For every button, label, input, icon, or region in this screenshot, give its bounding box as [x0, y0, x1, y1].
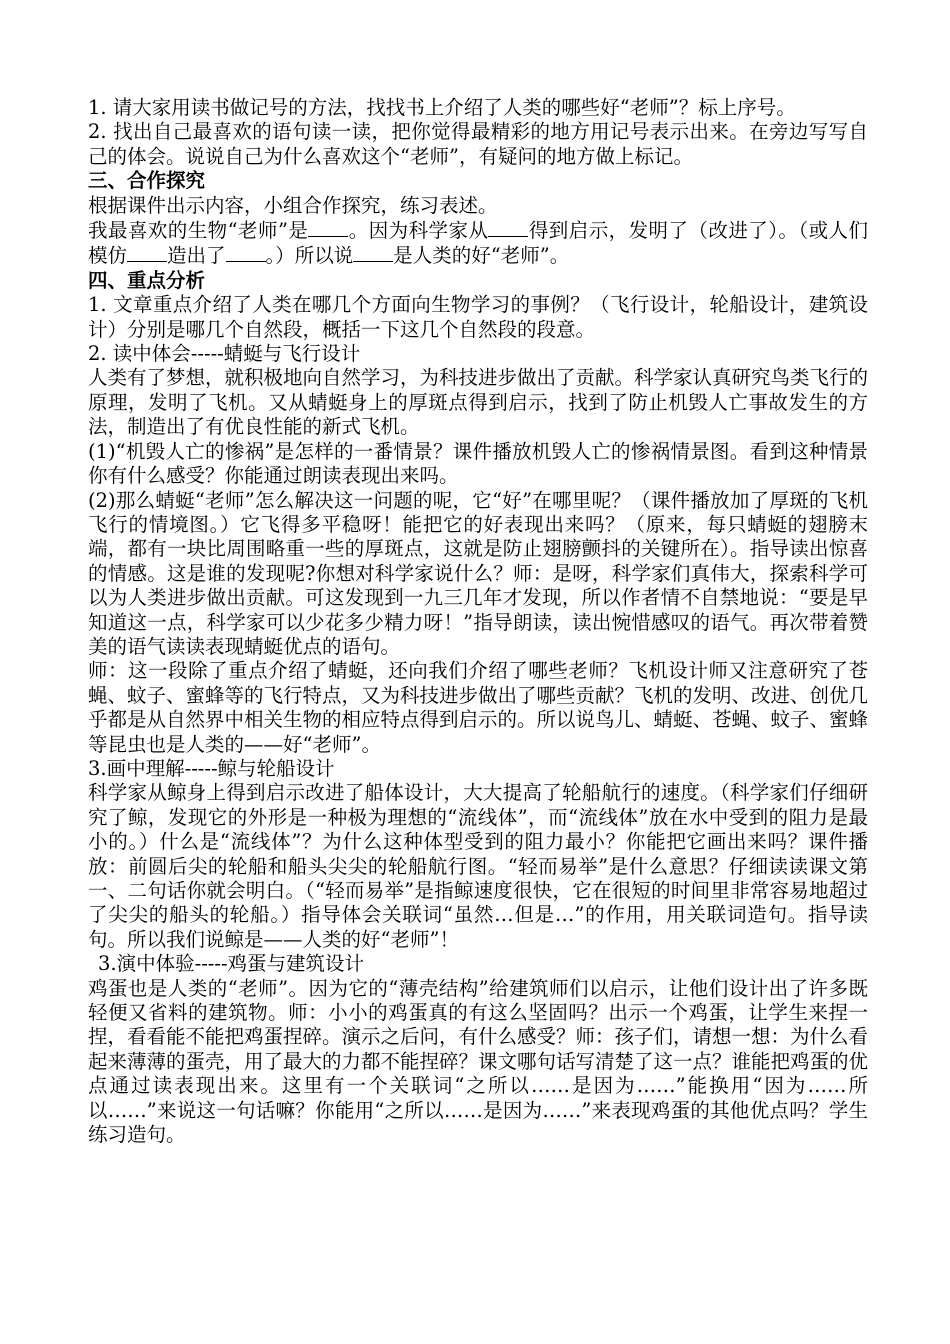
fill-in-sentence — [88, 218, 868, 269]
subheading-egg: 3.演中体验-----鸡蛋与建筑设计 — [98, 952, 365, 976]
egg-paragraph: 鸡蛋也是人类的“老师”。因为它的“薄壳结构”给建筑师们以启示，让他们设计出了许多既轻便又省料的建筑物。师：小小的鸡蛋真的有这么坚固吗？出示一个鸡蛋，让学生来捏一捏，看看能不能把鸡蛋捏碎。演示之后问，有什么感受？师：孩子们，请想一想：为什么看起来薄薄的蛋壳，用了最大的力都不能捏碎？课文哪句话写清楚了这一点？谁能把鸡蛋的优点通过读表现出来。这里有一个关联词“之所以……是因为……”能换用“因为……所以……”来说这一句话嘛？你能用“之所以……是因为……”来表现鸡蛋的其他优点吗？学生练习造句。 — [88, 976, 869, 1147]
fill-text-6: 是人类的好“老师”。 — [393, 244, 570, 268]
fill-blank-1 — [308, 218, 348, 237]
subheading-whale: 3.画中理解-----鲸与轮船设计 — [88, 756, 335, 780]
inquiry-intro: 根据课件出示内容，小组合作探究，练习表述。 — [88, 193, 498, 217]
fill-text-5: 。）所以说 — [265, 244, 354, 268]
subheading-dragonfly: 2. 读中体会-----蜻蜓与飞行设计 — [88, 342, 361, 366]
dragonfly-question-1: (1)“机毁人亡的惨祸”是怎样的一番情景？课件播放机毁人亡的惨祸情景图。看到这种情景你有什么感受？你能通过朗读表现出来吗。 — [88, 439, 868, 488]
fill-blank-5 — [353, 243, 393, 262]
step-2-instruction: 2. 找出自己最喜欢的语句读一读，把你觉得最精彩的地方用记号表示出来。在旁边写写自己的体会。说说自己为什么喜欢这个“老师”，有疑问的地方做上标记。 — [88, 120, 868, 168]
analysis-question-1: 1. 文章重点介绍了人类在哪几个方面向生物学习的事例？（飞行设计，轮船设计，建筑设计）分别是哪几个自然段，概括一下这几个自然段的段意。 — [88, 293, 868, 341]
fill-blank-2 — [488, 218, 528, 237]
fill-blank-3 — [127, 243, 167, 262]
whale-paragraph: 科学家从鲸身上得到启示改进了船体设计，大大提高了轮船航行的速度。（科学家们仔细研究了鲸，发现它的外形是一种极为理想的“流线体”，而“流线体”放在水中受到的阻力是最小的。）什么是“流线体”？为什么这种体型受到的阻力最小？你能把它画出来吗？课件播放：前圆后尖的轮船和船头尖尖的轮船航行图。“轻而易举”是什么意思？仔细读读课文第一、二句话你就会明白。（“轻而易举”是指鲸速度很快，它在很短的时间里非常容易地超过了尖尖的船头的轮船。）指导体会关联词“虽然…但是…”的作用，用关联词造句。指导读句。所以我们说鲸是——人类的好“老师”！ — [88, 781, 868, 951]
fill-text-2: 。因为科学家从 — [348, 219, 489, 243]
fill-text-1: 我最喜欢的生物“老师”是 — [88, 219, 309, 243]
teacher-summary-flight: 师：这一段除了重点介绍了蜻蜓，还向我们介绍了哪些老师？飞机设计师又注意研究了苍蝇、蚊子、蜜蜂等的飞行特点，又为科技进步做出了哪些贡献？飞机的发明、改进、创优几乎都是从自然界中相关生物的相应特点得到启示的。所以说鸟儿、蜻蜓、苍蝇、蚊子、蜜蜂等昆虫也是人类的——好“老师”。 — [88, 659, 869, 756]
document-page — [88, 96, 868, 1147]
fill-text-4: 造出了 — [167, 244, 226, 268]
step-1-instruction: 1. 请大家用读书做记号的方法，找找书上介绍了人类的哪些好“老师”？标上序号。 — [88, 96, 796, 119]
section-heading-cooperative-inquiry: 三、合作探究 — [88, 169, 206, 193]
dragonfly-question-2: (2)那么蜻蜓“老师”怎么解决这一问题的呢，它“好”在哪里呢？（课件播放加了厚斑的飞机飞行的情境图。）它飞得多平稳呀！能把它的好表现出来吗？（原来，每只蜻蜓的翅膀末端，都有一块比周围略重一些的厚斑点，这就是防止翅膀颤抖的关键所在）。指导读出惊喜的情感。这是谁的发现呢?你想对科学家说什么？师：是呀，科学家们真伟大，探索科学可以为人类进步做出贡献。可这发现到一九三几年才发现，所以作者情不自禁地说：“要是早知道这一点，科学家可以少花多少精力呀！”指导朗读，读出惋惜感叹的语气。再次带着赞美的语气读读表现蜻蜓优点的语句。 — [88, 488, 868, 658]
fill-blank-4 — [226, 243, 266, 262]
fill-text-3: 得到启示，发明了（改进了）。（或人们模仿 — [88, 219, 868, 268]
dragonfly-paragraph: 人类有了梦想，就积极地向自然学习，为科技进步做出了贡献。科学家认真研究鸟类飞行的原理，发明了飞机。又从蜻蜓身上的厚斑点得到启示，找到了防止机毁人亡事故发生的方法，制造出了有优良性能的新式飞机。 — [88, 366, 869, 439]
section-heading-key-analysis: 四、重点分析 — [88, 268, 206, 292]
